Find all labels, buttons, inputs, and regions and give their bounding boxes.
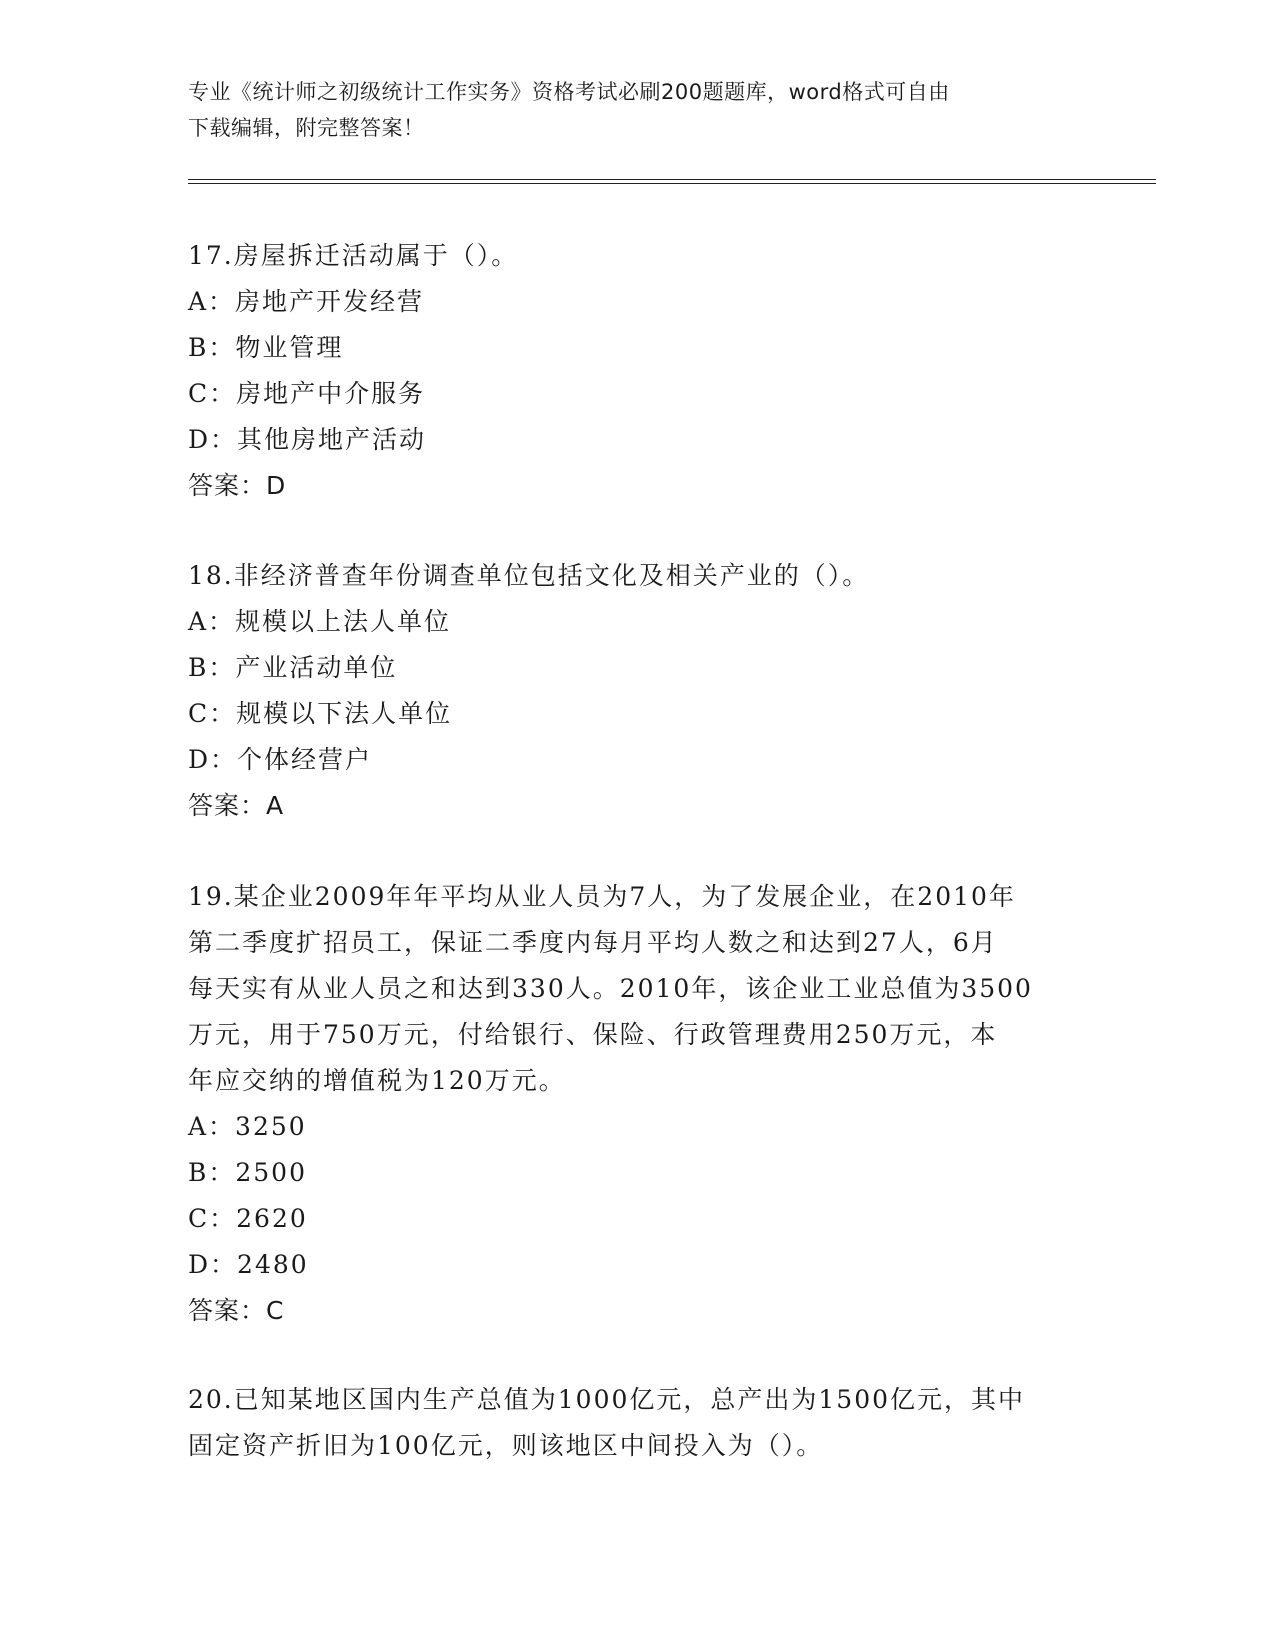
option-d: D：个体经营户 — [188, 745, 373, 774]
question-text-line-2: 固定资产折旧为100亿元，则该地区中间投入为（）。 — [188, 1431, 824, 1460]
question-text-line-2: 第二季度扩招员工，保证二季度内每月平均人数之和达到27人，6月 — [188, 928, 998, 957]
option-d: D：其他房地产活动 — [188, 425, 427, 454]
option-c: C：规模以下法人单位 — [188, 699, 453, 728]
question-19 — [188, 874, 1088, 1334]
question-text: 17.房屋拆迁活动属于（）。 — [188, 241, 519, 270]
header-divider-top — [188, 179, 1156, 180]
question-18 — [188, 553, 1088, 829]
question-text-line-1: 20.已知某地区国内生产总值为1000亿元，总产出为1500亿元，其中 — [188, 1385, 1026, 1414]
option-a: A：3250 — [188, 1112, 307, 1141]
option-c: C：2620 — [188, 1204, 308, 1233]
option-b: B：物业管理 — [188, 333, 344, 362]
question-text-line-4: 万元，用于750万元，付给银行、保险、行政管理费用250万元，本 — [188, 1020, 998, 1049]
option-b: B：产业活动单位 — [188, 653, 398, 682]
question-text: 18.非经济普查年份调查单位包括文化及相关产业的（）。 — [188, 561, 870, 590]
option-b: B：2500 — [188, 1158, 307, 1187]
question-text-line-5: 年应交纳的增值税为120万元。 — [188, 1066, 566, 1095]
option-a: A：规模以上法人单位 — [188, 607, 452, 636]
question-text-line-1: 19.某企业2009年年平均从业人员为7人，为了发展企业，在2010年 — [188, 882, 1016, 911]
answer: 答案：C — [188, 1296, 285, 1325]
option-d: D：2480 — [188, 1250, 309, 1279]
header-line-1: 专业《统计师之初级统计工作实务》资格考试必刷200题题库，word格式可自由 — [188, 80, 950, 104]
header-divider-bottom — [188, 183, 1156, 184]
answer: 答案：D — [188, 471, 287, 500]
question-20 — [188, 1377, 1088, 1469]
question-17 — [188, 233, 1088, 509]
document-header — [188, 74, 1088, 146]
answer: 答案：A — [188, 791, 285, 820]
question-text-line-3: 每天实有从业人员之和达到330人。2010年，该企业工业总值为3500 — [188, 974, 1033, 1003]
option-c: C：房地产中介服务 — [188, 379, 426, 408]
option-a: A：房地产开发经营 — [188, 287, 425, 316]
header-line-2: 下载编辑，附完整答案！ — [188, 116, 425, 140]
